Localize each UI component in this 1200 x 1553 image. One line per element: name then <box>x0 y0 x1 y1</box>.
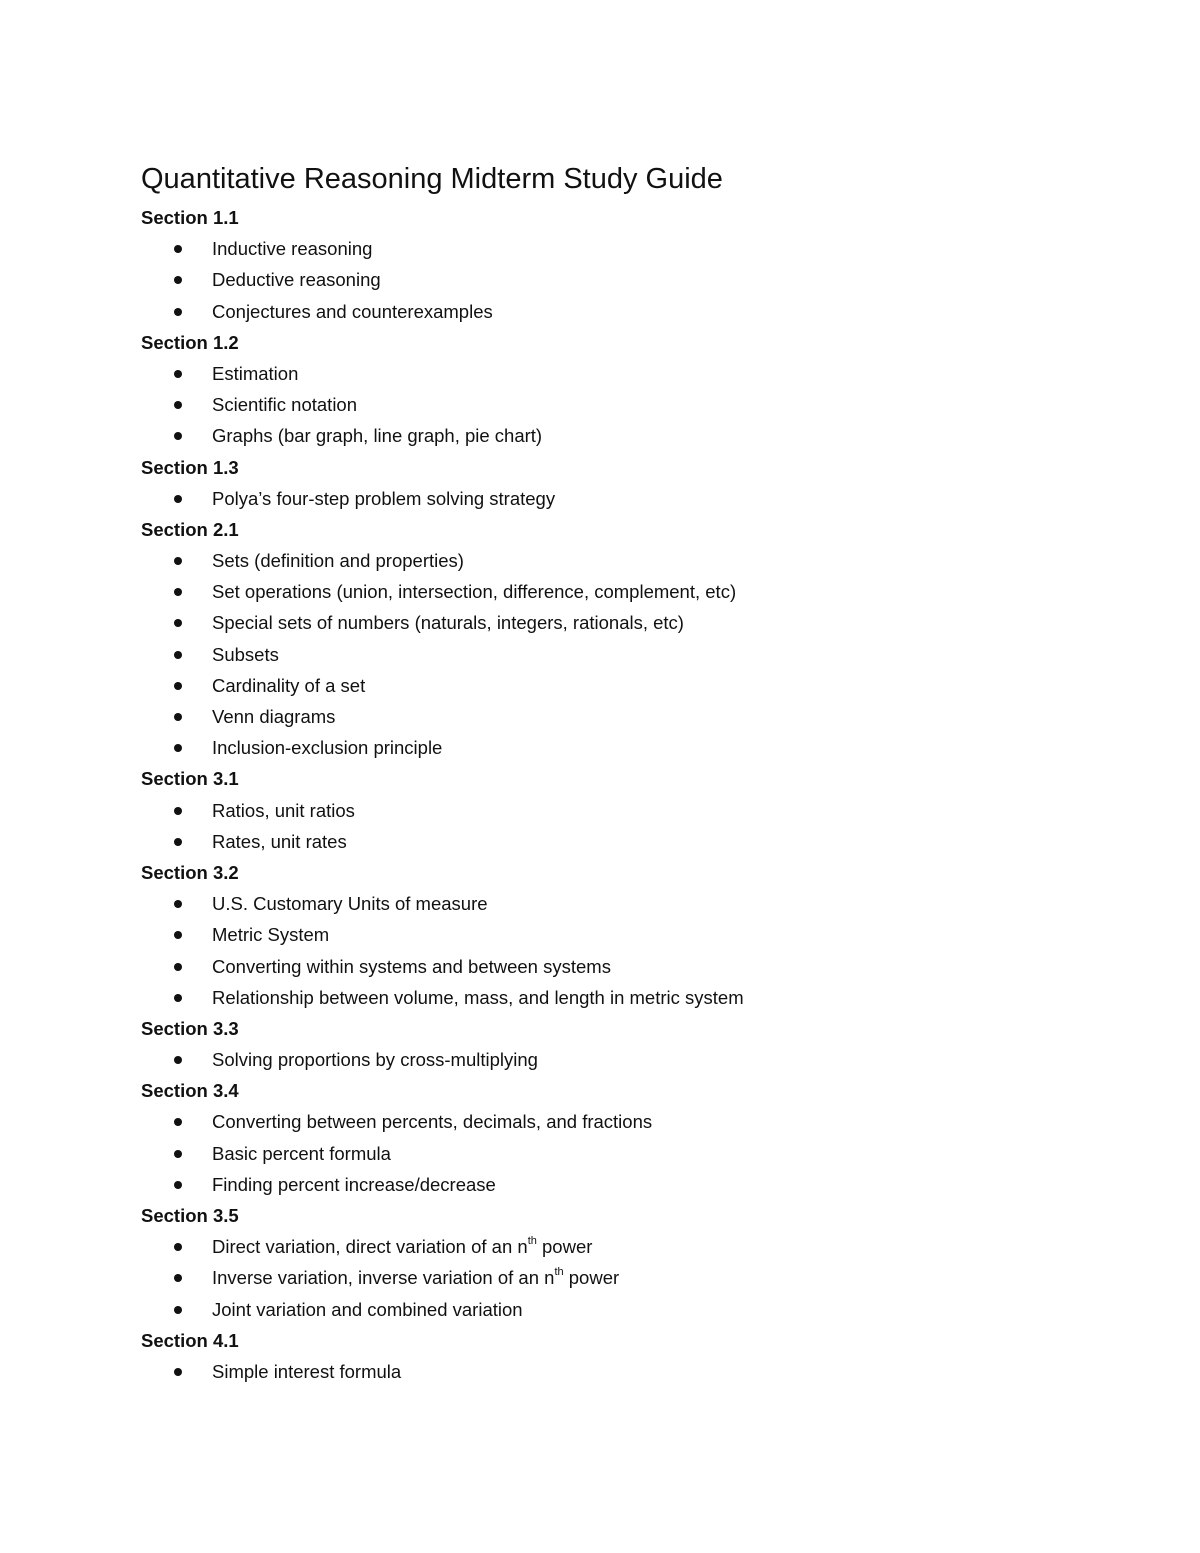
topic-list <box>141 358 1101 452</box>
bullet-icon <box>174 651 182 659</box>
topic-text-suffix: power <box>536 1236 593 1258</box>
topic-item <box>141 358 1101 389</box>
topic-item <box>141 233 1101 264</box>
topic-item <box>141 1044 1101 1075</box>
section-heading: Section 3.2 <box>141 861 239 883</box>
topic-text: Ratios, unit ratios <box>212 799 355 821</box>
bullet-icon <box>174 1181 182 1189</box>
topic-item <box>141 1231 1101 1262</box>
topic-text: Direct variation, direct variation of an n <box>212 1236 528 1258</box>
topic-text: Converting between percents, decimals, and fractions <box>212 1111 653 1133</box>
topic-item <box>141 888 1101 919</box>
section-heading: Section 3.1 <box>141 768 239 790</box>
bullet-icon <box>174 1118 182 1126</box>
topic-text: Inclusion-exclusion principle <box>212 737 443 759</box>
topic-list <box>141 1044 1101 1075</box>
topic-text: Simple interest formula <box>212 1360 402 1382</box>
study-guide-content <box>141 202 1101 1387</box>
study-section <box>141 514 1101 764</box>
topic-item <box>141 1294 1101 1325</box>
topic-text: Metric System <box>212 924 330 946</box>
topic-item <box>141 919 1101 950</box>
study-section <box>141 452 1101 514</box>
study-section <box>141 1013 1101 1075</box>
topic-text: Deductive reasoning <box>212 269 381 291</box>
topic-item <box>141 1138 1101 1169</box>
bullet-icon <box>174 900 182 908</box>
topic-text: Joint variation and combined variation <box>212 1298 523 1320</box>
bullet-icon <box>174 682 182 690</box>
topic-text: Rates, unit rates <box>212 830 347 852</box>
topic-item <box>141 607 1101 638</box>
topic-item <box>141 420 1101 451</box>
topic-text: Inverse variation, inverse variation of an n <box>212 1267 555 1289</box>
section-heading: Section 1.1 <box>141 207 239 228</box>
topic-list <box>141 545 1101 763</box>
topic-text: Inductive reasoning <box>212 238 373 260</box>
topic-item <box>141 296 1101 327</box>
topic-text: Estimation <box>212 362 299 384</box>
bullet-icon <box>174 276 182 284</box>
topic-text: U.S. Customary Units of measure <box>212 893 488 915</box>
bullet-icon <box>174 994 182 1002</box>
bullet-icon <box>174 495 182 503</box>
topic-item <box>141 1169 1101 1200</box>
topic-item <box>141 795 1101 826</box>
study-section <box>141 327 1101 452</box>
bullet-icon <box>174 1274 182 1282</box>
section-heading: Section 1.2 <box>141 331 239 353</box>
bullet-icon <box>174 1368 182 1376</box>
bullet-icon <box>174 308 182 316</box>
topic-list <box>141 1106 1101 1200</box>
topic-item <box>141 826 1101 857</box>
bullet-icon <box>174 619 182 627</box>
topic-item <box>141 639 1101 670</box>
superscript-text: th <box>554 1266 564 1279</box>
topic-text: Finding percent increase/decrease <box>212 1173 496 1195</box>
section-heading: Section 3.5 <box>141 1205 239 1226</box>
study-section <box>141 1325 1101 1387</box>
topic-item <box>141 701 1101 732</box>
topic-item <box>141 982 1101 1013</box>
section-heading: Section 4.1 <box>141 1329 239 1351</box>
bullet-icon <box>174 744 182 752</box>
bullet-icon <box>174 1306 182 1314</box>
study-section <box>141 202 1101 327</box>
topic-text: Basic percent formula <box>212 1142 391 1164</box>
bullet-icon <box>174 1056 182 1064</box>
topic-text: Venn diagrams <box>212 706 336 727</box>
bullet-icon <box>174 245 182 253</box>
topic-list <box>141 483 1101 514</box>
bullet-icon <box>174 1243 182 1251</box>
topic-item <box>141 732 1101 763</box>
topic-text: Solving proportions by cross-multiplying <box>212 1049 538 1071</box>
document-title: Quantitative Reasoning Midterm Study Guide <box>141 163 723 196</box>
topic-list <box>141 888 1101 1013</box>
topic-item <box>141 1106 1101 1137</box>
topic-item <box>141 670 1101 701</box>
study-section <box>141 763 1101 857</box>
topic-list <box>141 1231 1101 1325</box>
topic-list <box>141 1356 1101 1387</box>
topic-item <box>141 264 1101 295</box>
topic-text: Conjectures and counterexamples <box>212 300 493 322</box>
bullet-icon <box>174 370 182 378</box>
topic-text: Relationship between volume, mass, and length in metric system <box>212 986 744 1008</box>
topic-item <box>141 951 1101 982</box>
study-section <box>141 1200 1101 1325</box>
topic-item <box>141 576 1101 607</box>
topic-text: Scientific notation <box>212 394 358 416</box>
topic-text-suffix: power <box>563 1267 620 1289</box>
bullet-icon <box>174 588 182 596</box>
topic-list <box>141 795 1101 857</box>
topic-text: Graphs (bar graph, line graph, pie chart) <box>212 425 543 447</box>
bullet-icon <box>174 807 182 815</box>
topic-text: Sets (definition and properties) <box>212 550 464 572</box>
section-heading: Section 1.3 <box>141 456 239 478</box>
bullet-icon <box>174 401 182 409</box>
bullet-icon <box>174 1150 182 1158</box>
study-section <box>141 857 1101 1013</box>
bullet-icon <box>174 557 182 565</box>
section-heading: Section 3.4 <box>141 1080 239 1102</box>
section-heading: Section 2.1 <box>141 518 239 540</box>
superscript-text: th <box>527 1235 537 1248</box>
topic-text: Set operations (union, intersection, difference, complement, etc) <box>212 581 737 603</box>
topic-text: Cardinality of a set <box>212 674 366 696</box>
topic-text: Converting within systems and between systems <box>212 955 611 977</box>
bullet-icon <box>174 963 182 971</box>
study-section <box>141 1075 1101 1200</box>
topic-item <box>141 483 1101 514</box>
topic-item <box>141 389 1101 420</box>
bullet-icon <box>174 931 182 939</box>
topic-text: Polya’s four-step problem solving strategy <box>212 487 556 509</box>
topic-text: Special sets of numbers (naturals, integers, rationals, etc) <box>212 612 684 634</box>
section-heading: Section 3.3 <box>141 1017 239 1039</box>
topic-item <box>141 1262 1101 1293</box>
topic-text: Subsets <box>212 643 279 665</box>
topic-item <box>141 545 1101 576</box>
bullet-icon <box>174 432 182 440</box>
bullet-icon <box>174 713 182 721</box>
topic-list <box>141 233 1101 327</box>
bullet-icon <box>174 838 182 846</box>
topic-item <box>141 1356 1101 1387</box>
